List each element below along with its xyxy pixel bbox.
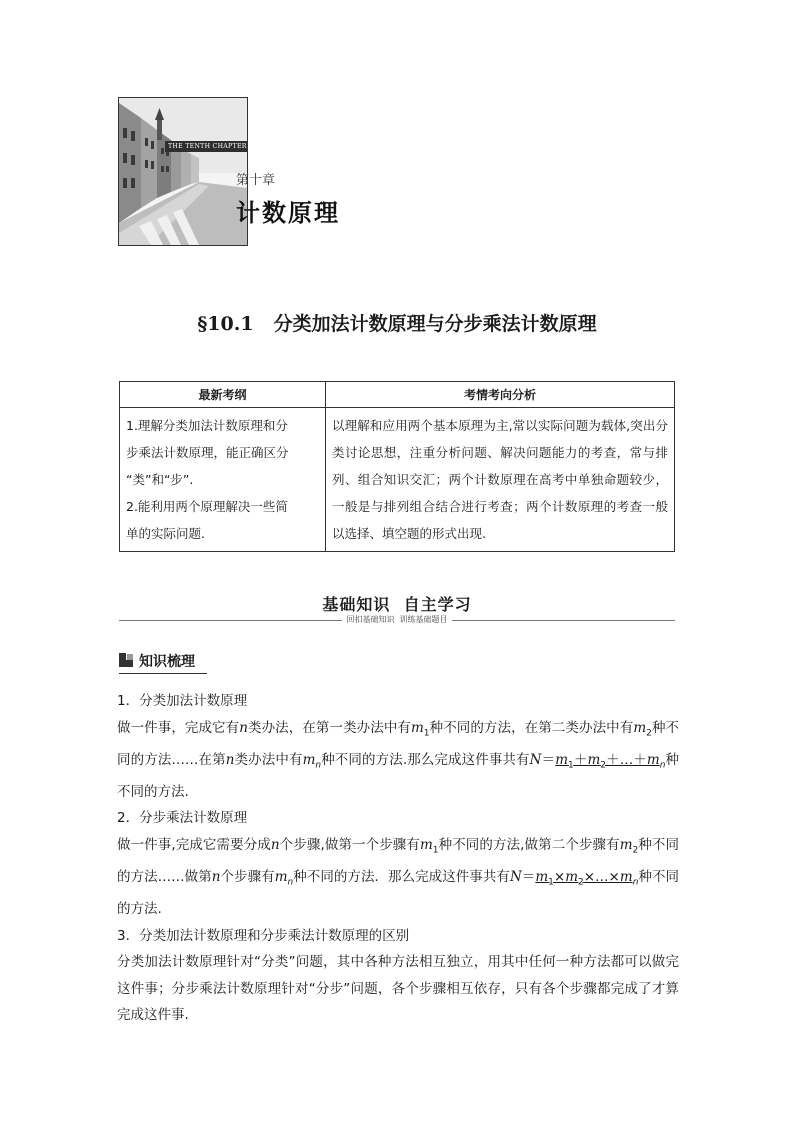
item-heading-2: 2．分步乘法计数原理 bbox=[117, 810, 248, 827]
item-heading-1: 1．分类加法计数原理 bbox=[117, 693, 248, 709]
chapter-number: 第十章 bbox=[236, 173, 276, 188]
knowledge-title: 基础知识 自主学习 bbox=[322, 595, 472, 614]
text: 种不同的方法．那么完成这件事共有 bbox=[293, 869, 510, 886]
street-photo bbox=[119, 98, 247, 245]
chapter-title: 计数原理 bbox=[236, 199, 340, 227]
chapter-banner-image bbox=[118, 97, 248, 246]
formula-product: $m_1\times m_2\times\dots\times m_n$ bbox=[535, 869, 639, 888]
text: 种不同的方法，在第二类办法中有 bbox=[429, 719, 634, 736]
math-m1: m bbox=[410, 719, 424, 736]
table-row bbox=[120, 408, 675, 552]
knowledge-subtitle: 回扣基础知识 训练基础题目 bbox=[342, 615, 451, 624]
table-header-row bbox=[120, 382, 675, 408]
text: 类办法，在第一类办法中有 bbox=[247, 719, 411, 736]
text: 种不同的方法,做第二个步骤有 bbox=[438, 836, 620, 853]
text: 个步骤有 bbox=[220, 869, 275, 886]
outline-cell bbox=[120, 408, 326, 552]
text: 类办法中有 bbox=[234, 751, 303, 768]
header-analysis: 考情考向分析 bbox=[326, 382, 675, 408]
knowledge-sorting-heading bbox=[119, 651, 209, 671]
outline-line: 1.理解分类加法计数原理和分 bbox=[126, 418, 288, 433]
text: 做一件事，完成它有 bbox=[117, 719, 240, 736]
math-mn: m bbox=[302, 751, 316, 768]
outline-line: 2.能利用两个原理解决一些简 bbox=[126, 499, 288, 514]
item-heading-3: 3．分类加法计数原理和分步乘法计数原理的区别 bbox=[117, 927, 410, 944]
item-paragraph-3: 分类加法计数原理针对“分类”问题，其中各种方法相互独立，用其中任何一种方法都可以做完这件事；分步乘法计数原理针对“分步”问题，各个步骤相互依存，只有各个步骤都完成了才算完成这件事. bbox=[117, 954, 679, 1024]
knowledge-subtitle-wrap bbox=[119, 614, 675, 625]
text: 个步骤,做第一个步骤有 bbox=[279, 836, 420, 853]
knowledge-sorting-label: 知识梳理 bbox=[139, 654, 195, 670]
section-title-text: 分类加法计数原理与分步乘法计数原理 bbox=[273, 313, 597, 335]
text: 种不同的方法. bbox=[117, 869, 680, 918]
knowledge-body bbox=[117, 688, 679, 1029]
text: 种不同的方法.那么完成这件事共有 bbox=[321, 751, 530, 768]
analysis-cell: 以理解和应用两个基本原理为主,常以实际问题为载体,突出分类讨论思想，注重分析问题、解决问题能力的考查，常与排列、组合知识交汇；两个计数原理在高考中单独命题较少，一般是与排列组合结合进行考查；两个计数原理的考查一般以选择、填空题的形式出现. bbox=[326, 408, 675, 552]
item-paragraph-2: 做一件事,完成它需要分成n个步骤,做第一个步骤有$m_1$种不同的方法,做第二个步骤有$m_2$种不同的方法……做第n个步骤有$m_n$种不同的方法．那么完成这件事共有$N=m_1\times m_2\times\dots\times m_n$种不同的方法. bbox=[117, 836, 680, 918]
outline-line: 单的实际问题. bbox=[126, 526, 205, 541]
heading-underline bbox=[119, 673, 207, 674]
text: 种不同的方法……在第 bbox=[117, 719, 680, 768]
outline-line: “类”和“步”. bbox=[126, 472, 194, 487]
math-m2: m bbox=[633, 719, 647, 736]
text: 做一件事,完成它需要分成 bbox=[117, 836, 271, 853]
outline-line: 步乘法计数原理，能正确区分 bbox=[126, 445, 289, 460]
formula-sum: $m_1+m_2+\dots+m_n$ bbox=[555, 751, 666, 771]
banner-caption: THE TENTH CHAPTER bbox=[168, 143, 247, 150]
math-n: n bbox=[225, 751, 235, 768]
math-n: n bbox=[239, 719, 248, 736]
text: 种不同的方法. bbox=[117, 751, 680, 800]
knowledge-header bbox=[0, 592, 794, 615]
item-paragraph-1: 做一件事，完成它有n类办法，在第一类办法中有$m_1$种不同的方法，在第二类办法中有$m_2$种不同的方法……在第n类办法中有$m_n$种不同的方法.那么完成这件事共有$N=m_1+m_2+\dots+m_n$种不同的方法. bbox=[117, 719, 680, 800]
knowledge-subtitle-row bbox=[119, 614, 675, 628]
section-number: §10.1 bbox=[197, 313, 254, 335]
section-title bbox=[0, 309, 794, 336]
header-outline: 最新考纲 bbox=[120, 382, 326, 408]
text: 种不同的方法……做第 bbox=[117, 836, 680, 886]
exam-outline-table bbox=[119, 381, 675, 552]
square-bullet-icon bbox=[119, 653, 133, 667]
